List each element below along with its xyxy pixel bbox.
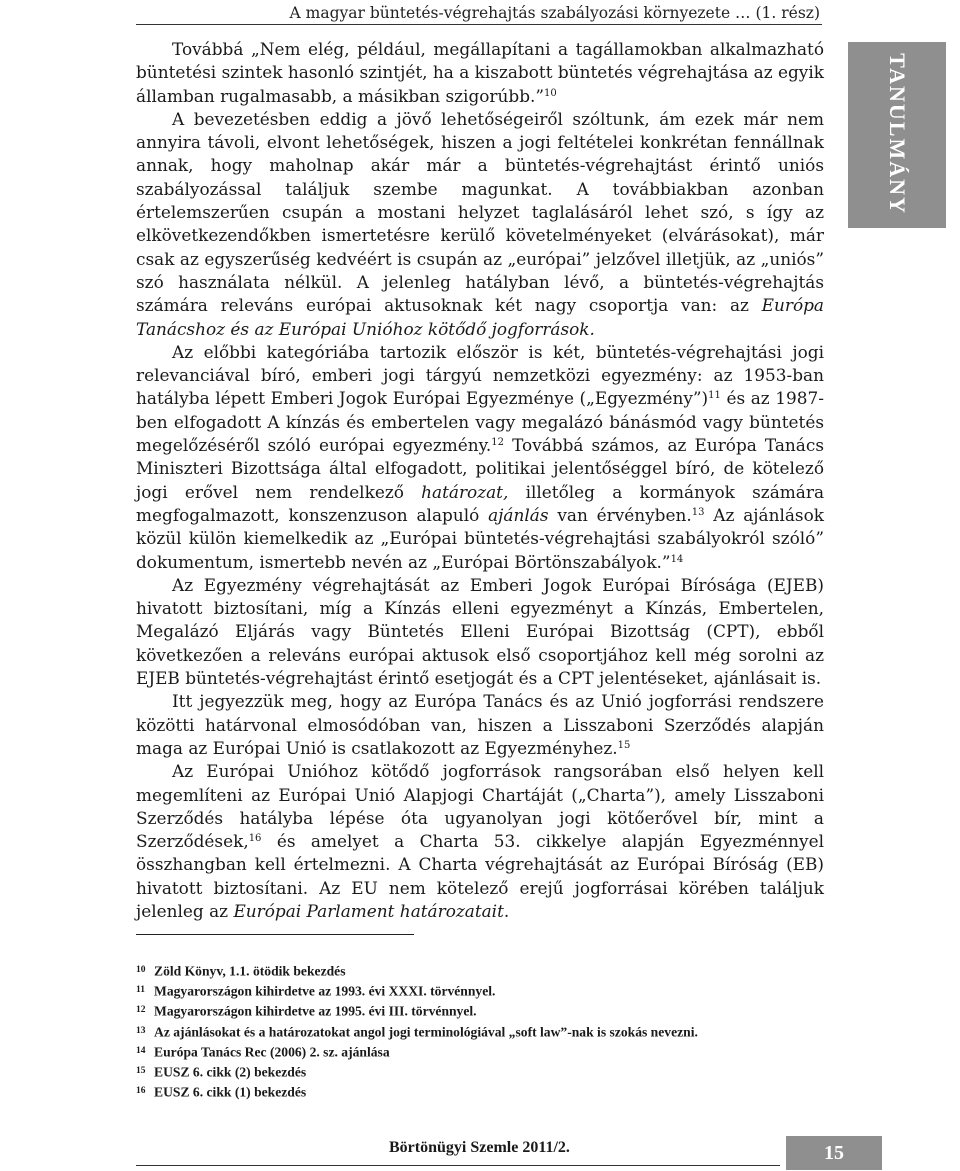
paragraph-text: Az előbbi kategóriába tartozik először is két, büntetés-végrehajtási jogi relevanciával bíró, emberi jogi tárgyú nemzetközi egyezmény: az 1953-ban hatályba lépett Emberi Jogok Európai Egyezménye („Egyezmény”) (136, 341, 824, 409)
section-tab (848, 42, 946, 228)
paragraph-text: és amelyet a Charta 53. cikkelye alapján Egyezménnyel összhangban kell értelmezni. A Charta végrehajtását az Európai Bíróság (EB) hivatott biztosítani. Az EU nem kötelező erejű jogforrásai körében találjuk jelenleg az (136, 831, 824, 921)
footnote-ref[interactable]: 11 (708, 390, 721, 402)
paragraph-1 (136, 38, 824, 108)
footnote-text: Magyarországon kihirdetve az 1993. évi XXXI. törvénnyel. (154, 983, 496, 999)
footnote-text: Az ajánlásokat és a határozatokat angol jogi terminológiával „soft law”-nak is szokás nevezni. (154, 1023, 698, 1039)
footnote (136, 1082, 836, 1102)
paragraph-text: van érvényben. (548, 504, 692, 525)
footnotes (136, 961, 836, 1103)
footnote-text: Magyarországon kihirdetve az 1995. évi III. törvénnyel. (154, 1003, 477, 1019)
footnote (136, 1042, 836, 1062)
emphasis-text: határozat, (421, 481, 509, 502)
paragraph-text: Az Európai Unióhoz kötődő jogforrások rangsorában első helyen kell megemlíteni az Európai Unió Alapjogi Chartáját („Charta”), amely Lisszaboni Szerződés hatályba lépése óta ugyanolyan jogi kötőerővel bír, mint a Szerződések, (136, 761, 824, 852)
footnote-ref[interactable]: 14 (670, 553, 684, 565)
page-number: 15 (786, 1136, 882, 1170)
paragraph-2 (136, 108, 824, 341)
footer-divider (136, 1165, 780, 1166)
footnote-text: Zöld Könyv, 1.1. ötödik bekezdés (154, 963, 346, 979)
footnote-ref[interactable]: 10 (544, 87, 557, 99)
footnote-text: EUSZ 6. cikk (2) bekezdés (154, 1064, 307, 1080)
section-tab-label: TANULMÁNY (885, 53, 910, 215)
footnote-number: 13 (136, 1025, 146, 1036)
running-header-title: A magyar büntetés-végrehajtás szabályozási környezete … (1. rész) (289, 4, 820, 22)
paragraph-5 (136, 690, 824, 760)
footnote-number: 16 (136, 1086, 146, 1097)
paragraph-text: Továbbá „Nem elég, például, megállapítani a tagállamokban alkalmazható büntetési szintek hasonló szintjét, ha a kiszabott büntetés végrehajtása az egyik államban rugalmasabb, a másikban szigorúbb.” (136, 39, 824, 106)
paragraph-text: illetőleg a kormányok számára megfogalmazott, konszenzuson alapuló (136, 481, 825, 525)
header-divider (136, 24, 822, 25)
paragraph-6 (136, 760, 824, 923)
article-body (136, 38, 824, 923)
footnote-number: 12 (136, 1005, 146, 1016)
footnote (136, 981, 836, 1001)
journal-title: Börtönügyi Szemle 2011/2. (389, 1139, 570, 1156)
paragraph-text: . (503, 900, 510, 921)
paragraph-text: A bevezetésben eddig a jövő lehetőségeiről szóltunk, ám ezek már nem annyira távoli, elvont lehetőségek, hiszen a jogi feltételei konkrétan fennállnak annak, hogy maholnap akár már a büntetés-végrehajtást érintő uniós szabályozással találjuk szembe magunkat. A továbbiakban azonban értelemszerűen csupán a mostani helyzet taglalásáról lehet szó, s így az elkövetkezendőkben ismertetésre kerülő követelményeket (elvárásokat), már csak az egyszerűség kedvéért is csupán az „európai” jelzővel illetjük, az „uniós” szó használata nélkül. A jelenleg hatályban lévő, a büntetés-végrehajtás számára releváns európai aktusoknak két nagy csoportja van: az (136, 108, 824, 316)
footnote-ref[interactable]: 15 (617, 739, 631, 751)
footnote (136, 1001, 836, 1021)
paragraph-text: Itt jegyezzük meg, hogy az Európa Tanács és az Unió jogforrási rendszere közötti határvonal elmosódóban van, hiszen a Lisszaboni Szerződés alapján maga az Európai Unió is csatlakozott az Egyezményhez. (136, 691, 824, 758)
footnote-ref[interactable]: 12 (491, 437, 505, 449)
emphasis-text: Európai Parlament határozatait (233, 900, 504, 921)
footnote (136, 961, 836, 981)
emphasis-text: ajánlás (488, 504, 549, 525)
footnote-number: 15 (136, 1066, 146, 1077)
paragraph-text: Az ajánlások közül külön kiemelkedik az „Európai büntetés-végrehajtási szabályokról szóló” dokumentum, ismertebb nevén az „Európai Börtönszabályok.” (136, 504, 824, 572)
footnote-number: 14 (136, 1045, 146, 1056)
paragraph-text: Továbbá számos, az Európa Tanács Miniszteri Bizottsága által elfogadott, politikai jelentőséggel bíró, de kötelező jogi erővel nem rendelkező (136, 435, 824, 502)
footnote (136, 1022, 836, 1042)
footnote-number: 10 (136, 965, 146, 975)
emphasis-text: Európa Tanácshoz és az Európai Unióhoz kötődő jogforrások. (136, 295, 824, 339)
paragraph-3 (136, 341, 824, 574)
paragraph-text: Az Egyezmény végrehajtását az Emberi Jogok Európai Bírósága (EJEB) hivatott biztosítani, míg a Kínzás elleni egyezményt a Kínzás, Embertelen, Megalázó Eljárás vagy Büntetés Elleni Európai Bizottság (CPT), ebből következően a releváns európai aktusok első csoportjához kell még sorolni az EJEB büntetés-végrehajtást érintő esetjogát és a CPT jelentéseket, ajánlásait is. (136, 574, 824, 689)
footnote-number: 11 (136, 985, 145, 996)
footnote-text: Európa Tanács Rec (2006) 2. sz. ajánlása (154, 1044, 390, 1060)
paragraph-4 (136, 574, 824, 690)
footnote-ref[interactable]: 13 (691, 506, 705, 518)
paragraph-text: és az 1987-ben elfogadott A kínzás és embertelen vagy megalázó bánásmód vagy büntetés megelőzéséről szóló európai egyezmény. (136, 388, 824, 456)
footnote-text: EUSZ 6. cikk (1) bekezdés (154, 1084, 307, 1100)
footnote (136, 1062, 836, 1082)
footnote-ref[interactable]: 16 (248, 833, 262, 845)
footnote-divider (136, 934, 414, 935)
